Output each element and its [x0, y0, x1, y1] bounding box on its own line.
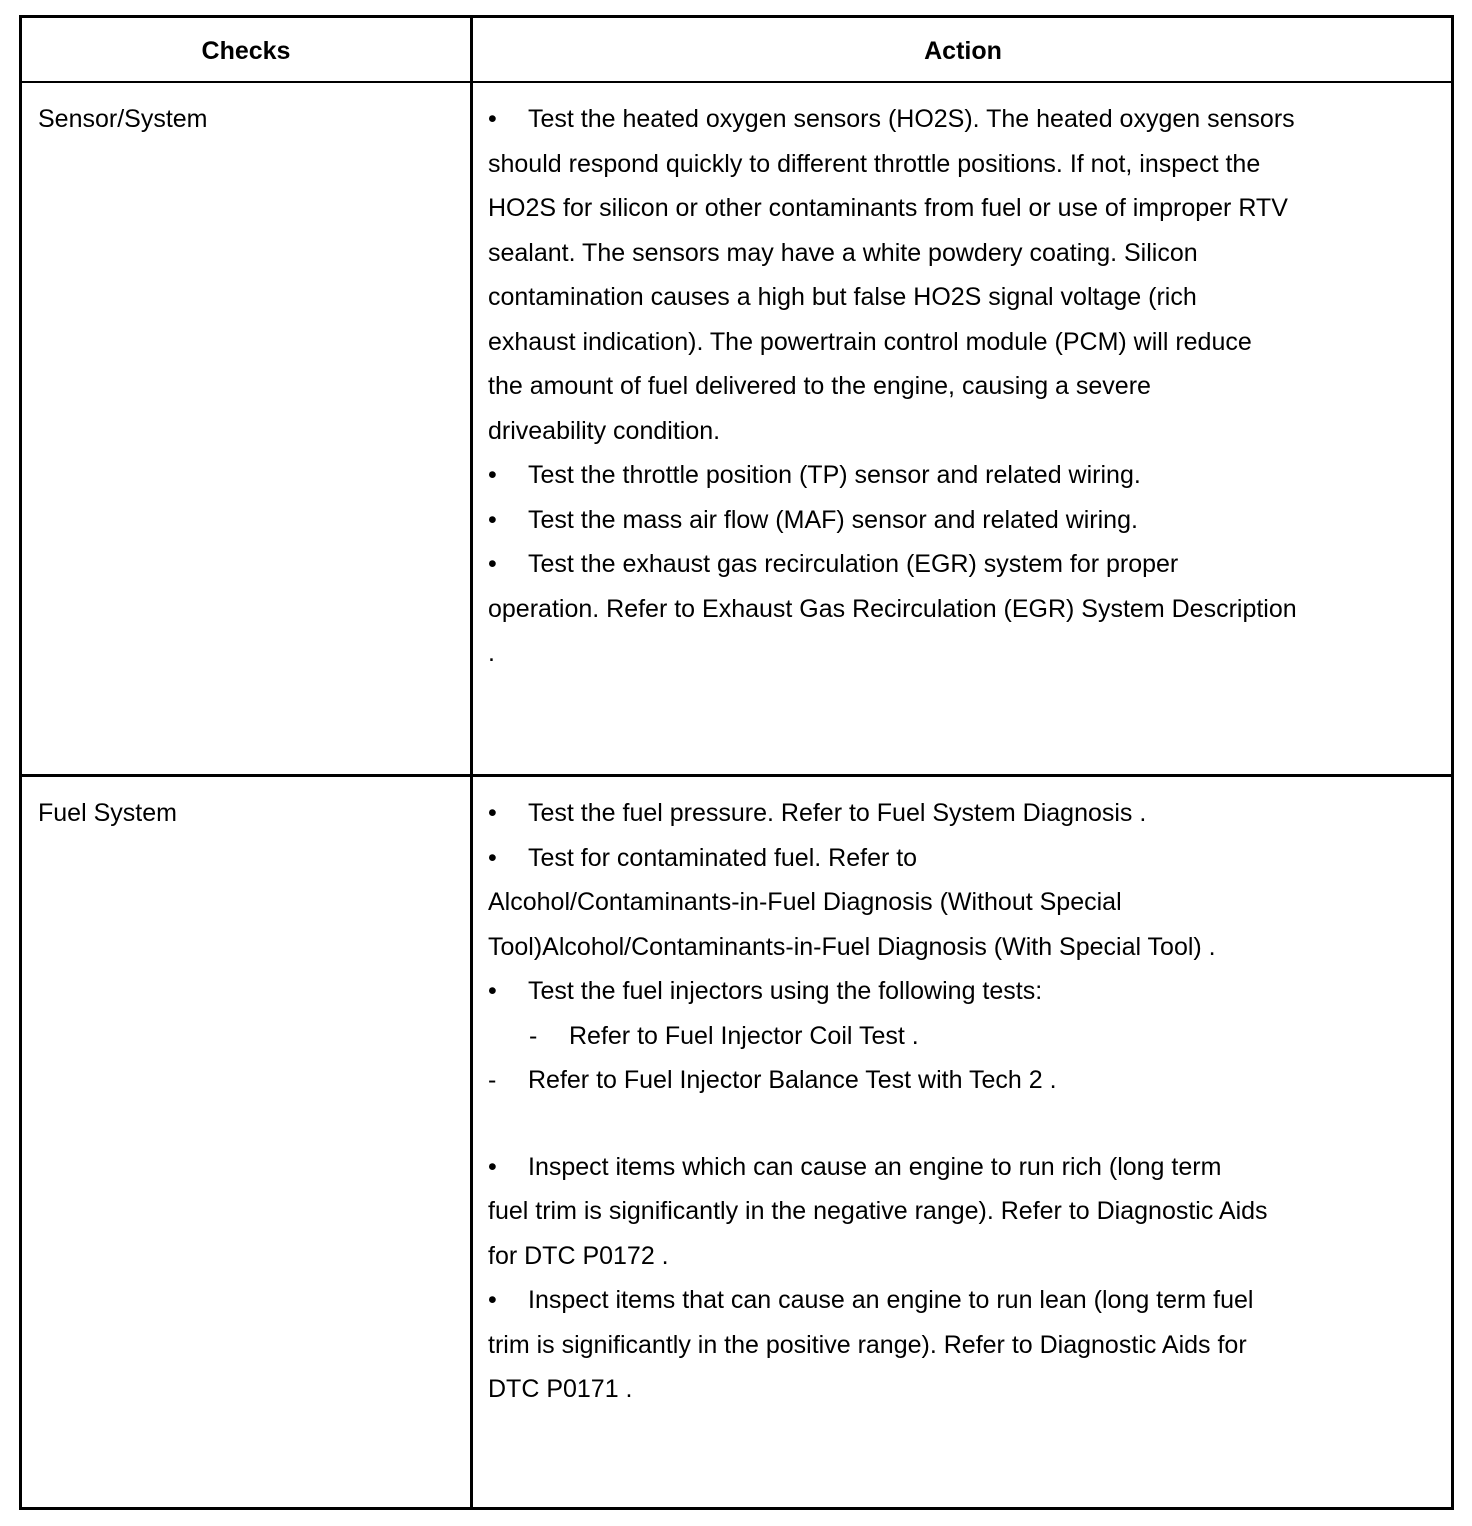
bullet-marker: • — [488, 105, 497, 133]
action-line — [488, 932, 1216, 962]
header-divider — [22, 81, 1451, 83]
bullet-marker: • — [488, 844, 497, 872]
column-divider — [470, 18, 473, 1507]
bullet-marker: • — [488, 1286, 497, 1314]
action-line — [529, 1021, 919, 1051]
action-line — [488, 371, 1151, 401]
action-text: Test for contaminated fuel. Refer to — [528, 844, 918, 872]
action-text: HO2S for silicon or other contaminants from fuel or use of improper RTV — [488, 194, 1288, 222]
action-text: Test the mass air flow (MAF) sensor and related wiring. — [528, 506, 1138, 534]
action-line — [488, 1285, 1253, 1315]
action-line — [488, 843, 917, 873]
action-line — [488, 887, 1122, 917]
action-text: operation. Refer to Exhaust Gas Recirculation (EGR) System Description — [488, 595, 1297, 623]
check-cell-sensor-system: Sensor/System — [38, 105, 208, 133]
action-text: Tool)Alcohol/Contaminants-in-Fuel Diagnosis (With Special Tool) . — [488, 933, 1216, 961]
action-line — [488, 1374, 633, 1404]
action-text: Refer to Fuel Injector Coil Test . — [569, 1022, 919, 1050]
action-line — [488, 1196, 1268, 1226]
action-line — [488, 1065, 1057, 1095]
action-text: sealant. The sensors may have a white powdery coating. Silicon — [488, 239, 1198, 267]
action-text: fuel trim is significantly in the negative range). Refer to Diagnostic Aids — [488, 1197, 1268, 1225]
action-text: DTC P0171 . — [488, 1375, 633, 1403]
action-text: driveability condition. — [488, 417, 721, 445]
action-text: Refer to Fuel Injector Balance Test with Tech 2 . — [528, 1066, 1057, 1094]
action-text: Test the heated oxygen sensors (HO2S). The heated oxygen sensors — [528, 105, 1295, 133]
action-text: Test the throttle position (TP) sensor and related wiring. — [528, 461, 1141, 489]
bullet-marker: • — [488, 977, 497, 1005]
action-text: trim is significantly in the positive range). Refer to Diagnostic Aids for — [488, 1331, 1247, 1359]
action-text: Inspect items that can cause an engine to run lean (long term fuel — [528, 1286, 1254, 1314]
bullet-marker: • — [488, 461, 497, 489]
action-text: Alcohol/Contaminants-in-Fuel Diagnosis (Without Special — [488, 888, 1122, 916]
action-line — [488, 149, 1260, 179]
dash-marker: - — [488, 1066, 497, 1094]
action-text: for DTC P0172 . — [488, 1242, 669, 1270]
header-checks: Checks — [201, 37, 291, 65]
dash-marker: - — [529, 1022, 538, 1050]
action-line — [488, 104, 1295, 134]
bullet-marker: • — [488, 506, 497, 534]
action-line — [488, 416, 720, 446]
action-line — [488, 798, 1146, 828]
diagnostic-table — [19, 15, 1454, 1510]
action-line — [488, 638, 495, 668]
action-text: Test the fuel injectors using the following tests: — [528, 977, 1043, 1005]
action-line — [488, 193, 1288, 223]
action-text: should respond quickly to different throttle positions. If not, inspect the — [488, 150, 1261, 178]
action-text: exhaust indication). The powertrain control module (PCM) will reduce — [488, 328, 1252, 356]
action-text: Test the exhaust gas recirculation (EGR) system for proper — [528, 550, 1179, 578]
action-line — [488, 976, 1042, 1006]
action-line — [488, 282, 1197, 312]
action-line — [488, 460, 1141, 490]
action-line — [488, 549, 1178, 579]
action-line — [488, 1152, 1221, 1182]
action-line — [488, 1241, 669, 1271]
action-text: . — [488, 639, 495, 667]
action-line — [488, 327, 1252, 357]
bullet-marker: • — [488, 799, 497, 827]
header-action: Action — [924, 37, 1002, 65]
action-text: Inspect items which can cause an engine to run rich (long term — [528, 1153, 1222, 1181]
action-text: contamination causes a high but false HO2S signal voltage (rich — [488, 283, 1197, 311]
check-cell-fuel-system: Fuel System — [38, 799, 177, 827]
action-line — [488, 1330, 1247, 1360]
action-text: the amount of fuel delivered to the engine, causing a severe — [488, 372, 1151, 400]
action-line — [488, 238, 1198, 268]
action-text: Test the fuel pressure. Refer to Fuel System Diagnosis . — [528, 799, 1147, 827]
row-divider — [22, 774, 1451, 777]
bullet-marker: • — [488, 1153, 497, 1181]
action-line — [488, 594, 1297, 624]
bullet-marker: • — [488, 550, 497, 578]
action-line — [488, 505, 1138, 535]
